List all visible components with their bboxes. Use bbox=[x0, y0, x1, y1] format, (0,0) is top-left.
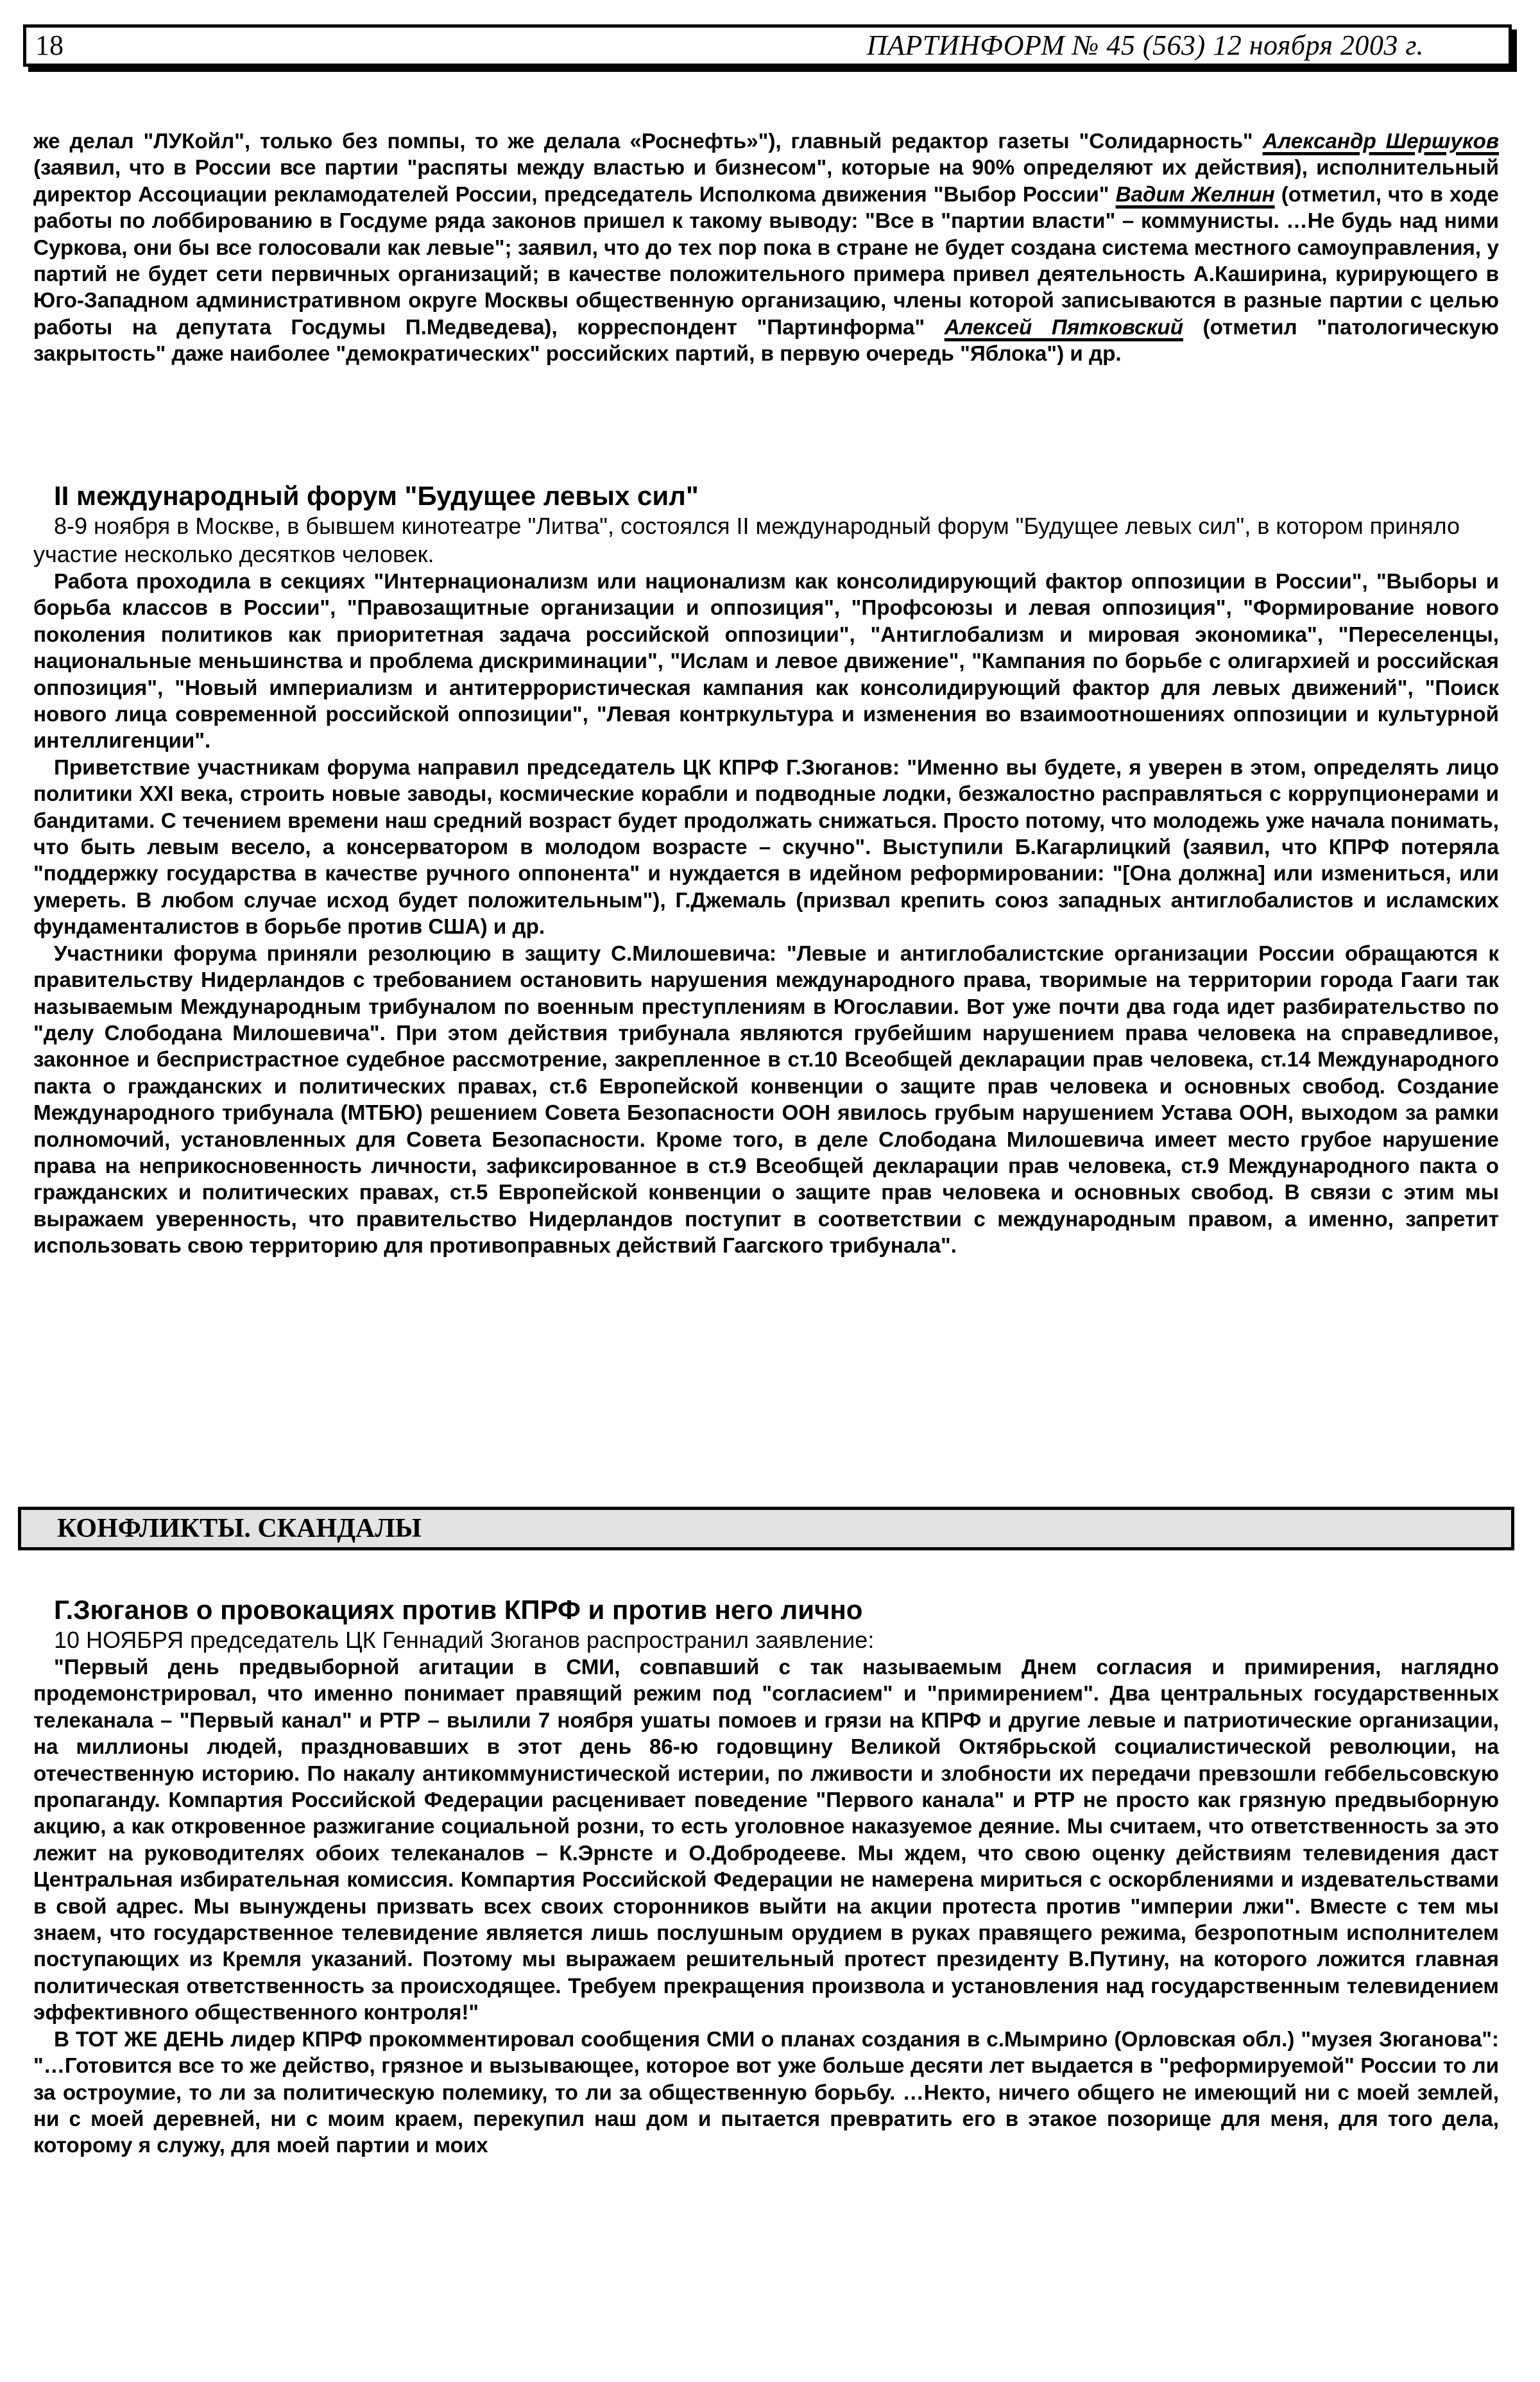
article-forum bbox=[33, 480, 1499, 1260]
person-name: Вадим Желнин bbox=[1115, 182, 1275, 207]
article-lede: 8-9 ноября в Москве, в бывшем кинотеатре "Литва", состоялся II международный форум "Будущее левых сил", в котором приняло участие несколько десятков человек. bbox=[33, 513, 1460, 567]
text-segment: (заявил, что в России все партии "распяты между властью и бизнесом", которые на 90% определяют их действия), исполнительный директор Ассоциации рекламодателей России, председатель Исполкома движения "Выбор России" bbox=[33, 156, 1499, 207]
issue-line: ПАРТИНФОРМ № 45 (563) 12 ноября 2003 г. bbox=[866, 30, 1424, 61]
article-title: Г.Зюганов о провокациях против КПРФ и против него лично bbox=[54, 1595, 863, 1625]
section-title: КОНФЛИКТЫ. СКАНДАЛЫ bbox=[57, 1514, 422, 1543]
text-segment: (отметил, что в ходе работы по лоббированию в Госдуме ряда законов пришел к такому выводу: "Все в "партии власти" – коммунисты. …Не будь над ними Суркова, они бы все голосовали как левые"; заявил, что до тех пор пока в стране не будет создана система местного самоуправления, у партий не будет сети первичных организаций; в качестве положительного примера привел деятельность А.Каширина, курирующего в Юго-Западном административном округе Москвы общественную организацию, члены которой записываются в разные партии с целью работы на депутата Госдумы П.Медведева), корреспондент "Партинформа" bbox=[33, 182, 1499, 339]
running-header bbox=[23, 24, 1512, 67]
page-number: 18 bbox=[35, 30, 64, 61]
text-segment: же делал "ЛУКойл", только без помпы, то же делала «Роснефть»"), главный редактор газеты "Солидарность" bbox=[33, 130, 1263, 153]
followup-lead: В ТОТ ЖЕ ДЕНЬ bbox=[54, 2027, 225, 2052]
article-paragraph: Участники форума приняли резолюцию в защиту С.Милошевича: "Левые и антиглобалистские организации России обращаются к правительству Нидерландов с требованием остановить нарушения международного права, творимые на территории города Гааги так называемым Международным трибуналом по военным преступлениям в Югославии. Вот уже почти два года идет разбирательство по "делу Слободана Милошевича". При этом действия трибунала являются грубейшим нарушением права человека на справедливое, законное и беспристрастное судебное рассмотрение, закрепленное в ст.10 Всеобщей декларации прав человека, ст.14 Международного пакта о гражданских и политических правах, ст.6 Европейской конвенции о защите прав человека и основных свобод. Создание Международного трибунала (МТБЮ) решением Совета Безопасности ООН явилось грубым нарушением Устава ООН, выходом за рамки полномочий, установленных для Совета Безопасности. Кроме того, в деле Слободана Милошевича имеет место грубое нарушение права на неприкосновенность личности, зафиксированное в ст.9 Всеобщей декларации прав человека, ст.9 Международного пакта о гражданских и политических правах, ст.5 Европейской конвенции о защите прав человека и основных свобод. В связи с этим мы выражаем уверенность, что правительство Нидерландов поступит в соответствии с международным правом, а именно, запретит использовать свою территорию для противоправных действий Гаагского трибунала". bbox=[33, 941, 1499, 1258]
text-segment: (отметил "патологическую закрытость" даже наиболее "демократических" российских партий, в первую очередь "Яблока") и др. bbox=[33, 315, 1499, 366]
continued-paragraph bbox=[33, 128, 1499, 368]
followup-paragraph bbox=[33, 2026, 1499, 2159]
article-paragraph: Работа проходила в секциях "Интернационализм или национализм как консолидирующий фактор оппозиции в России", "Выборы и борьба классов в России", "Правозащитные организации и оппозиция", "Профсоюзы и левая оппозиция", "Формирование нового поколения политиков как приоритетная задача российской оппозиции", "Антиглобализм и мировая экономика", "Переселенцы, национальные меньшинства и проблема дискриминации", "Ислам и левое движение", "Кампания по борьбе с олигархией и российская оппозиция", "Новый империализм и антитеррористическая кампания как консолидирующий фактор для левых движений", "Поиск нового лица современной российской оппозиции", "Левая контркультура и изменения во взаимоотношениях оппозиции и культурной интеллигенции". bbox=[33, 570, 1499, 753]
article-title: II международный форум "Будущее левых сил" bbox=[54, 481, 699, 511]
article-paragraph: Приветствие участникам форума направил председатель ЦК КПРФ Г.Зюганов: "Именно вы будете, я уверен в этом, определять лицо политики XXI века, строить новые заводы, космические корабли и подводные лодки, безжалостно расправляться с коррупционерами и бандитами. С течением времени наш средний возраст будет продолжать снижаться. Просто потому, что молодежь уже начала понимать, что быть левым весело, а консерватором в молодом возрасте – скучно". Выступили Б.Кагарлицкий (заявил, что КПРФ потеряла "поддержку государства в качестве ручного оппонента" и нуждается в идейном реформировании: "[Она должна] или измениться, или умереть. В любом случае исход будет положительным"), Г.Джемаль (призвал крепить союз западных антиглобалистов и исламских фундаменталистов в борьбе против США) и др. bbox=[33, 755, 1499, 939]
followup-text: лидер КПРФ прокомментировал сообщения СМИ о планах создания в с.Мымрино (Орловская обл.) "музея Зюганова": "…Готовится все то же действо, грязное и вызывающее, которое вот уже больше десяти лет выдается в "реформируемой" России то ли за остроумие, то ли за политическую полемику, то ли за общественную борьбу. …Некто, ничего общего не имеющий ни с моей землей, ни с моей деревней, ни с моим краем, перекупил наш дом и пытается превратить его в этакое позорище для меня, для того дела, которому я служу, для моей партии и моих bbox=[33, 2027, 1499, 2158]
person-name: Алексей Пятковский bbox=[944, 315, 1183, 339]
article-zyuganov bbox=[33, 1594, 1499, 2159]
section-banner bbox=[18, 1507, 1514, 1550]
statement-paragraph: "Первый день предвыборной агитации в СМИ, совпавший с так называемым Днем согласия и примирения, наглядно продемонстрировал, что именно понимает правящий режим под "согласием" и "примирением". Два центральных государственных телеканала – "Первый канал" и РТР – вылили 7 ноября ушаты помоев и грязи на КПРФ и другие левые и патриотические организации, на миллионы людей, праздновавших в этот день 86-ю годовщину Великой Октябрьской социалистической революции, на отечественную историю. По накалу антикоммунистической истерии, по лживости и злобности их передачи превзошли геббельсовскую пропаганду. Компартия Российской Федерации расценивает поведение "Первого канала" и РТР не просто как грязную предвыборную акцию, а как откровенное разжигание социальной розни, то есть уголовное наказуемое деяние. Мы считаем, что ответственность за это лежит на руководителях обоих телеканалов – К.Эрнсте и О.Добродееве. Мы ждем, что свою оценку действиям телевидения даст Центральная избирательная комиссия. Компартия Российской Федерации не намерена мириться с оскорблениями и издевательствами в свой адрес. Мы вынуждены призвать всех своих сторонников выйти на акции протеста против "империи лжи". Вместе с тем мы знаем, что государственное телевидение является лишь послушным орудием в руках правящего режима, безропотным исполнителем поступающих из Кремля указаний. Поэтому мы выражаем решительный протест президенту В.Путину, на которого ложится главная политическая ответственность за происходящее. Требуем прекращения произвола и установления над государственным телевидением эффективного общественного контроля!" bbox=[33, 1656, 1499, 2025]
person-name: Александр Шершуков bbox=[1262, 130, 1500, 153]
continued-article bbox=[33, 128, 1499, 368]
article-lede: 10 НОЯБРЯ председатель ЦК Геннадий Зюганов распространил заявление: bbox=[54, 1627, 875, 1653]
